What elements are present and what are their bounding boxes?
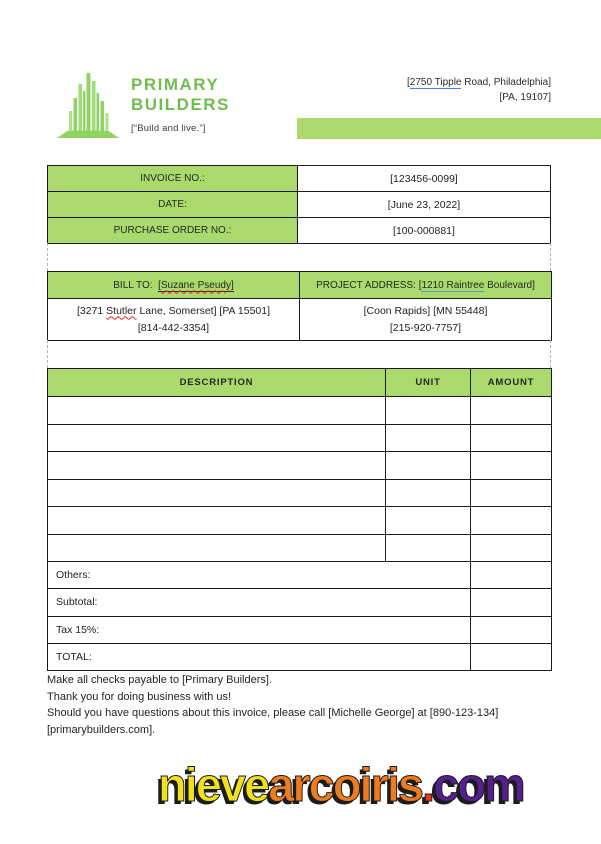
spacer-row [47, 340, 551, 368]
project-address-link[interactable]: 1210 Raintree [421, 279, 485, 291]
items-header-row [48, 369, 552, 397]
others-amount-cell [471, 562, 552, 589]
invoice-number-row [48, 166, 551, 192]
website-note: [primarybuilders.com]. [47, 723, 156, 736]
unit-cell [386, 534, 471, 562]
bill-to-cell [48, 272, 300, 299]
company-name-line1: PRIMARY [131, 75, 220, 94]
total-amount-cell [471, 643, 552, 670]
billing-table [47, 271, 552, 341]
project-address-label: PROJECT ADDRESS: [316, 279, 416, 291]
invoice-date-value: [June 23, 2022] [298, 192, 551, 218]
company-name [131, 75, 230, 115]
project-address-cell: PROJECT ADDRESS: [1210 Raintree Boulevard] [300, 272, 552, 299]
bill-to-label: BILL TO: [113, 279, 153, 291]
bill-to-phone: [814-442-3354] [137, 321, 210, 334]
invoice-date-row [48, 192, 551, 218]
company-address-line2: [PA, 19107] [499, 92, 551, 103]
address-link[interactable]: 2750 Tipple [409, 77, 462, 88]
subtotal-label: Subtotal: [48, 589, 471, 616]
unit-cell [386, 452, 471, 480]
item-row-empty [48, 424, 552, 452]
subtotal-row [48, 589, 552, 616]
amount-cell [471, 534, 552, 562]
questions-note: Should you have questions about this invoice, please call [Michelle George] at [890-123-134] [47, 707, 499, 720]
unit-cell [386, 507, 471, 535]
total-row [48, 643, 552, 670]
watermark-part: com [433, 758, 524, 811]
tax-label: Tax 15%: [48, 616, 471, 643]
others-row [48, 562, 552, 589]
description-cell [48, 507, 386, 535]
item-row-empty [48, 479, 552, 507]
unit-cell [386, 424, 471, 452]
project-address-details [300, 299, 552, 341]
item-row-empty [48, 534, 552, 562]
amount-cell [471, 452, 552, 480]
decorative-green-bar [297, 118, 601, 139]
purchase-order-row [48, 218, 551, 244]
total-label: TOTAL: [48, 643, 471, 670]
description-cell [48, 424, 386, 452]
others-label: Others: [48, 562, 471, 589]
unit-cell [386, 397, 471, 425]
company-name-line2: BUILDERS [131, 95, 230, 114]
building-logo-icon [56, 61, 120, 141]
watermark-part: nieve [158, 758, 269, 811]
bill-to-address: [3271 Stutler Lane, Somerset] [PA 15501] [76, 304, 271, 317]
bill-to-name: [Suzane Pseudy] [158, 279, 234, 291]
item-row-empty [48, 507, 552, 535]
billing-detail-row [48, 299, 552, 341]
invoice-meta-table [47, 165, 551, 244]
item-row-empty [48, 452, 552, 480]
bill-to-details [48, 299, 300, 341]
purchase-order-value: [100-000881] [298, 218, 551, 244]
watermark [158, 757, 524, 812]
tax-amount-cell [471, 616, 552, 643]
description-cell [48, 452, 386, 480]
description-cell [48, 479, 386, 507]
project-phone: [215-920-7757] [389, 321, 462, 334]
invoice-date-label: DATE: [48, 192, 298, 218]
amount-header: AMOUNT [471, 369, 552, 397]
spacer-row [47, 243, 551, 271]
purchase-order-label: PURCHASE ORDER NO.: [48, 218, 298, 244]
watermark-part: arcoiris [268, 758, 423, 811]
checks-note: Make all checks payable to [Primary Builders]. [47, 674, 272, 686]
invoice-number-value: [123456-0099] [298, 166, 551, 192]
amount-cell [471, 397, 552, 425]
billing-header-row [48, 272, 552, 299]
unit-cell [386, 479, 471, 507]
amount-cell [471, 424, 552, 452]
description-header: DESCRIPTION [48, 369, 386, 397]
watermark-part: . [422, 758, 434, 811]
description-cell [48, 534, 386, 562]
invoice-number-label: INVOICE NO.: [48, 166, 298, 192]
company-address [407, 75, 551, 105]
description-cell [48, 397, 386, 425]
tax-row [48, 616, 552, 643]
company-tagline: [“Build and live.”] [131, 123, 206, 134]
subtotal-amount-cell [471, 589, 552, 616]
company-address-line1: [2750 Tipple Road, Philadelphia] [406, 77, 551, 88]
items-table [47, 368, 552, 671]
item-row-empty [48, 397, 552, 425]
unit-header: UNIT [386, 369, 471, 397]
amount-cell [471, 507, 552, 535]
thank-you-note: Thank you for doing business with us! [47, 690, 232, 703]
project-city: [Coon Rapids] [MN 55448] [363, 304, 488, 317]
footer-notes [47, 672, 559, 738]
amount-cell [471, 479, 552, 507]
